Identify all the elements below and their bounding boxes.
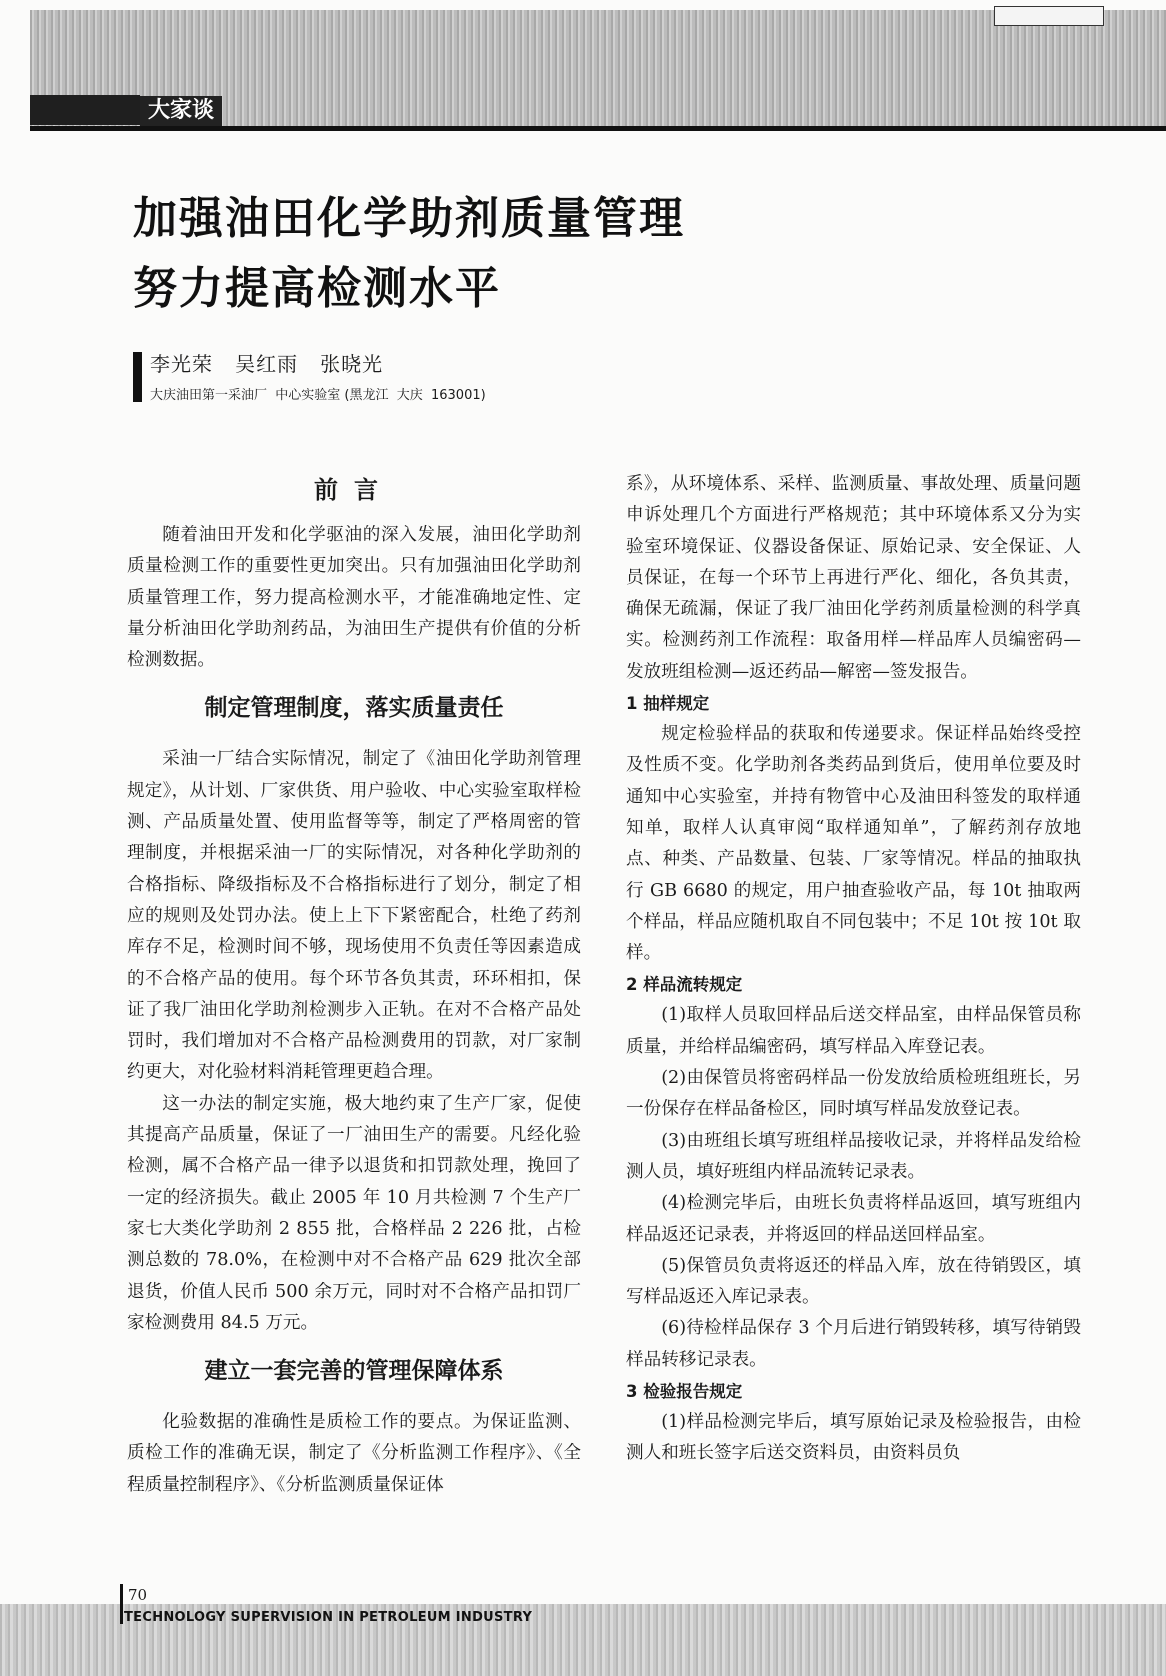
corner-box-mark bbox=[995, 15, 1001, 25]
subheading-sample-flow: 2 样品流转规定 bbox=[626, 975, 743, 995]
footer-bar bbox=[120, 1584, 123, 1624]
article-title bbox=[133, 184, 685, 324]
corner-box bbox=[994, 6, 1104, 26]
section-heading-preface: 前言 bbox=[314, 476, 394, 504]
paragraph: 随着油田开发和化学驱油的深入发展，油田化学助剂质量检测工作的重要性更加突出。只有加强油田化学助剂质量管理工作，努力提高检测水平，才能准确地定性、定量分析油田化学助剂药品，为油田生产提供有价值的分析检测数据。 bbox=[127, 525, 581, 671]
page-number: 70 bbox=[128, 1586, 148, 1604]
list-item: (5)保管员负责将返还的样品入库，放在待销毁区，填写样品返还入库记录表。 bbox=[626, 1255, 1081, 1308]
left-column bbox=[127, 454, 581, 1501]
section-heading-management: 制定管理制度，落实质量责任 bbox=[204, 695, 504, 722]
header-logo-block bbox=[30, 95, 140, 125]
list-item: (3)由班组长填写班组样品接收记录，并将样品发给检测人员，填好班组内样品流转记录表。 bbox=[626, 1130, 1081, 1182]
paragraph: 这一办法的制定实施，极大地约束了生产厂家，促使其提高产品质量，保证了一厂油田生产的需要。凡经化验检测，属不合格产品一律予以退货和扣罚款处理，挽回了一定的经济损失。截止 2005 年 10 月共检测 7 个生产厂家七大类化学助剂 2 855 批，合格样品 2 226 批，占检测总数的 78.0%，在检测中对不合格产品 629 批次全部退货，价值人民币 500 余万元，同时对不合格产品扣罚厂家检测费用 84.5 万元。 bbox=[127, 1093, 581, 1333]
title-line-2: 努力提高检测水平 bbox=[133, 263, 501, 314]
list-item: (4)检测完毕后，由班长负责将样品返回，填写班组内样品返还记录表，并将返回的样品送回样品室。 bbox=[626, 1193, 1081, 1245]
right-column bbox=[626, 469, 1081, 1470]
subheading-report: 3 检验报告规定 bbox=[626, 1382, 743, 1402]
header-rule bbox=[30, 126, 1166, 131]
paragraph: 规定检验样品的获取和传递要求。保证样品始终受控及性质不变。化学助剂各类药品到货后，使用单位要及时通知中心实验室，并持有物管中心及油田科签发的取样通知单，取样人认真审阅“取样通知单”，了解药剂存放地点、种类、产品数量、包装、厂家等情况。样品的抽取执行 GB 6680 的规定，用户抽查验收产品，每 10t 抽取两个样品，样品应随机取自不同包装中；不足 10t 按 10t 取样。 bbox=[626, 724, 1081, 964]
list-item: (2)由保管员将密码样品一份发放给质检班组班长，另一份保存在样品备检区，同时填写样品发放登记表。 bbox=[626, 1068, 1081, 1120]
author-bar bbox=[133, 352, 142, 402]
list-item: (1)取样人员取回样品后送交样品室，由样品保管员称质量，并给样品编密码，填写样品入库登记表。 bbox=[626, 1005, 1081, 1057]
journal-name: TECHNOLOGY SUPERVISION IN PETROLEUM INDUSTRY bbox=[124, 1610, 533, 1625]
title-line-1: 加强油田化学助剂质量管理 bbox=[133, 193, 685, 244]
paragraph: 采油一厂结合实际情况，制定了《油田化学助剂管理规定》，从计划、厂家供货、用户验收、中心实验室取样检测、产品质量处置、使用监督等等，制定了严格周密的管理制度，并根据采油一厂的实际情况，对各种化学助剂的合格指标、降级指标及不合格指标进行了划分，制定了相应的规则及处罚办法。使上上下下紧密配合，杜绝了药剂库存不足，检测时间不够，现场使用不负责任等因素造成的不合格产品的使用。每个环节各负其责，环环相扣，保证了我厂油田化学助剂检测步入正轨。在对不合格产品处罚时，我们增加对不合格产品检测费用的罚款，对厂家制约更大，对化验材料消耗管理更趋合理。 bbox=[127, 749, 581, 1083]
list-item: (6)待检样品保存 3 个月后进行销毁转移，填写待销毁样品转移记录表。 bbox=[626, 1318, 1081, 1370]
paragraph: 化验数据的准确性是质检工作的要点。为保证监测、质检工作的准确无误，制定了《分析监测工作程序》、《全程质量控制程序》、《分析监测质量保证体 bbox=[127, 1412, 581, 1495]
column-label: 大家谈 bbox=[140, 96, 222, 126]
subheading-sampling: 1 抽样规定 bbox=[626, 694, 710, 714]
paragraph: (1)样品检测完毕后，填写原始记录及检验报告，由检测人和班长签字后送交资料员，由资料员负 bbox=[626, 1412, 1081, 1464]
authors: 李光荣 吴红雨 张晓光 bbox=[150, 352, 384, 376]
section-heading-assurance: 建立一套完善的管理保障体系 bbox=[204, 1358, 504, 1385]
affiliation: 大庆油田第一采油厂 中心实验室 (黑龙江 大庆 163001) bbox=[150, 388, 486, 403]
paragraph-continued: 系》，从环境体系、采样、监测质量、事故处理、质量问题申诉处理几个方面进行严格规范；其中环境体系又分为实验室环境保证、仪器设备保证、原始记录、安全保证、人员保证，在每一个环节上再进行严化、细化，各负其责，确保无疏漏，保证了我厂油田化学药剂质量检测的科学真实。检测药剂工作流程：取备用样—样品库人员编密码—发放班组检测—返还药品—解密—签发报告。 bbox=[626, 474, 1081, 682]
